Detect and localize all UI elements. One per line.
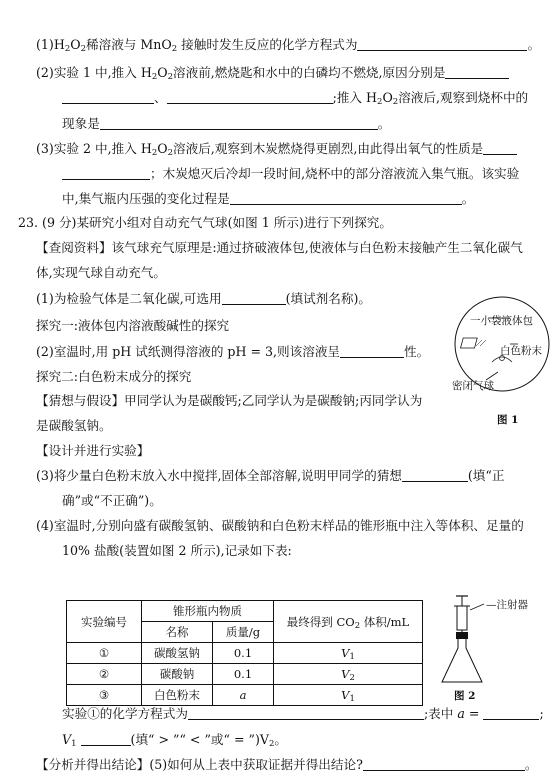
q23-title: 23. (9 分)某研究小组对自动充气气球(如图 1 所示)进行下列探究。 xyxy=(18,215,392,230)
q23-p2: (2)室温时,用 pH 试纸测得溶液的 pH = 3,则该溶液呈 性。 xyxy=(36,344,430,359)
answer-blank-reason2[interactable] xyxy=(62,90,154,104)
q23-p3-line1: (3)将少量白色粉末放入水中搅拌,固体全部溶解,说明甲同学的猜想 (填“正 xyxy=(36,468,505,483)
q22-p3-line3: 中,集气瓶内压强的变化过程是 。 xyxy=(62,191,475,206)
answer-blank-guess[interactable] xyxy=(402,468,468,482)
table-header-mass: 质量/g xyxy=(213,622,274,643)
table-header-name: 名称 xyxy=(142,622,213,643)
answer-blank-phenomenon[interactable] xyxy=(100,116,378,130)
q23-explore2: 探究二:白色粉末成分的探究 xyxy=(36,369,192,384)
q22-line1: $(1)H_2O_2$稀溶液与 MnO$_2$ 接触时发生反应的化学方程式为 。 xyxy=(36,37,541,54)
figure1-label-bag: 一小袋液体包 xyxy=(470,315,533,327)
figure1-label-balloon: 密闭气球 xyxy=(452,380,494,392)
q22-p2-line3: 现象是 。 xyxy=(62,116,391,131)
q22-p2-line1: (2)实验 1 中,推入 $H_2O_2$溶液前,燃烧匙和水中的白磷均不燃烧,原因分别是 xyxy=(36,64,559,82)
q23-p1: (1)为检验气体是二氧化碳,可选用 (填试剂名称)。 xyxy=(36,291,371,306)
answer-blank-reagent[interactable] xyxy=(222,291,286,305)
q23-info-line1: 【查阅资料】该气球充气原理是:通过挤破液体包,使液体与白色粉末接触产生二氧化碳气 xyxy=(36,240,523,255)
q23-info-line2: 体,实现气球自动充气。 xyxy=(36,265,166,280)
q22-p3-line1: (3)实验 2 中,推入 $H_2O_2$溶液后,观察到木炭燃烧得更剧烈,由此得出氧气的性质是 xyxy=(36,140,559,158)
answer-blank-equation[interactable] xyxy=(188,706,424,720)
answer-blank-acidity[interactable] xyxy=(340,344,404,358)
answer-blank-eq[interactable] xyxy=(357,37,527,51)
answer-blank-reason1[interactable] xyxy=(445,65,509,79)
q22-p3-line2: ；木炭熄灭后冷却一段时间,烧杯中的部分溶液流入集气瓶。该实验 xyxy=(62,165,559,183)
answer-blank-property[interactable] xyxy=(483,141,517,155)
q23-equation-line: 实验①的化学方程式为 ;表中 a = ; xyxy=(62,706,544,721)
table-header-group: 锥形瓶内物质 xyxy=(142,601,274,622)
table-row: ② 碳酸钠 0.1 $V_2$ xyxy=(67,664,423,685)
answer-blank-compare[interactable] xyxy=(81,732,131,746)
figure1-label-powder: 白色粉末 xyxy=(500,345,542,357)
q23-design-heading: 【设计并进行实验】 xyxy=(36,443,150,458)
q23-compare-line: $V_1$ (填“ > ”“ < ”或“ = $”)V_2$。 xyxy=(62,732,287,749)
q23-p4-line1: (4)室温时,分别向盛有碳酸氢钠、碳酸钠和白色粉末样品的锥形瓶中注入等体积、足量的 xyxy=(36,518,524,533)
experiment-table xyxy=(66,600,423,706)
answer-blank-conclusion[interactable] xyxy=(363,757,525,771)
q23-p4-line2: 10% 盐酸(装置如图 2 所示),记录如下表: xyxy=(62,543,292,558)
q23-hypothesis-line2: 是碳酸氢钠。 xyxy=(36,418,112,433)
answer-blank-reason3[interactable] xyxy=(167,90,333,104)
q23-p3-line2: 确”或“不正确”)。 xyxy=(62,493,162,508)
table-row: ① 碳酸氢钠 0.1 $V_1$ xyxy=(67,643,423,664)
answer-blank-pressure[interactable] xyxy=(230,191,462,205)
figure1-caption: 图 1 xyxy=(497,414,519,426)
answer-blank-property2[interactable] xyxy=(62,166,150,180)
figure2-label-syringe: —注射器 xyxy=(486,599,528,611)
table-header-no: 实验编号 xyxy=(67,601,142,643)
q23-hypothesis-line1: 【猜想与假设】甲同学认为是碳酸钙;乙同学认为是碳酸钠;丙同学认为 xyxy=(36,393,423,408)
answer-blank-a[interactable] xyxy=(483,706,539,720)
table-row: ③ 白色粉末 a $V_1$ xyxy=(67,685,423,706)
q23-analysis-line: 【分析并得出结论】(5)如何从上表中获取证据并得出结论? 。 xyxy=(36,757,538,772)
table-header-volume: 最终得到 $CO_2$ 体积/mL xyxy=(274,601,423,643)
figure2-caption: 图 2 xyxy=(454,690,476,702)
q23-explore1: 探究一:液体包内溶液酸碱性的探究 xyxy=(36,318,230,333)
q22-p2-line2: 、 ;推入 $H_2O_2$溶液后,观察到烧杯中的 xyxy=(62,89,559,107)
